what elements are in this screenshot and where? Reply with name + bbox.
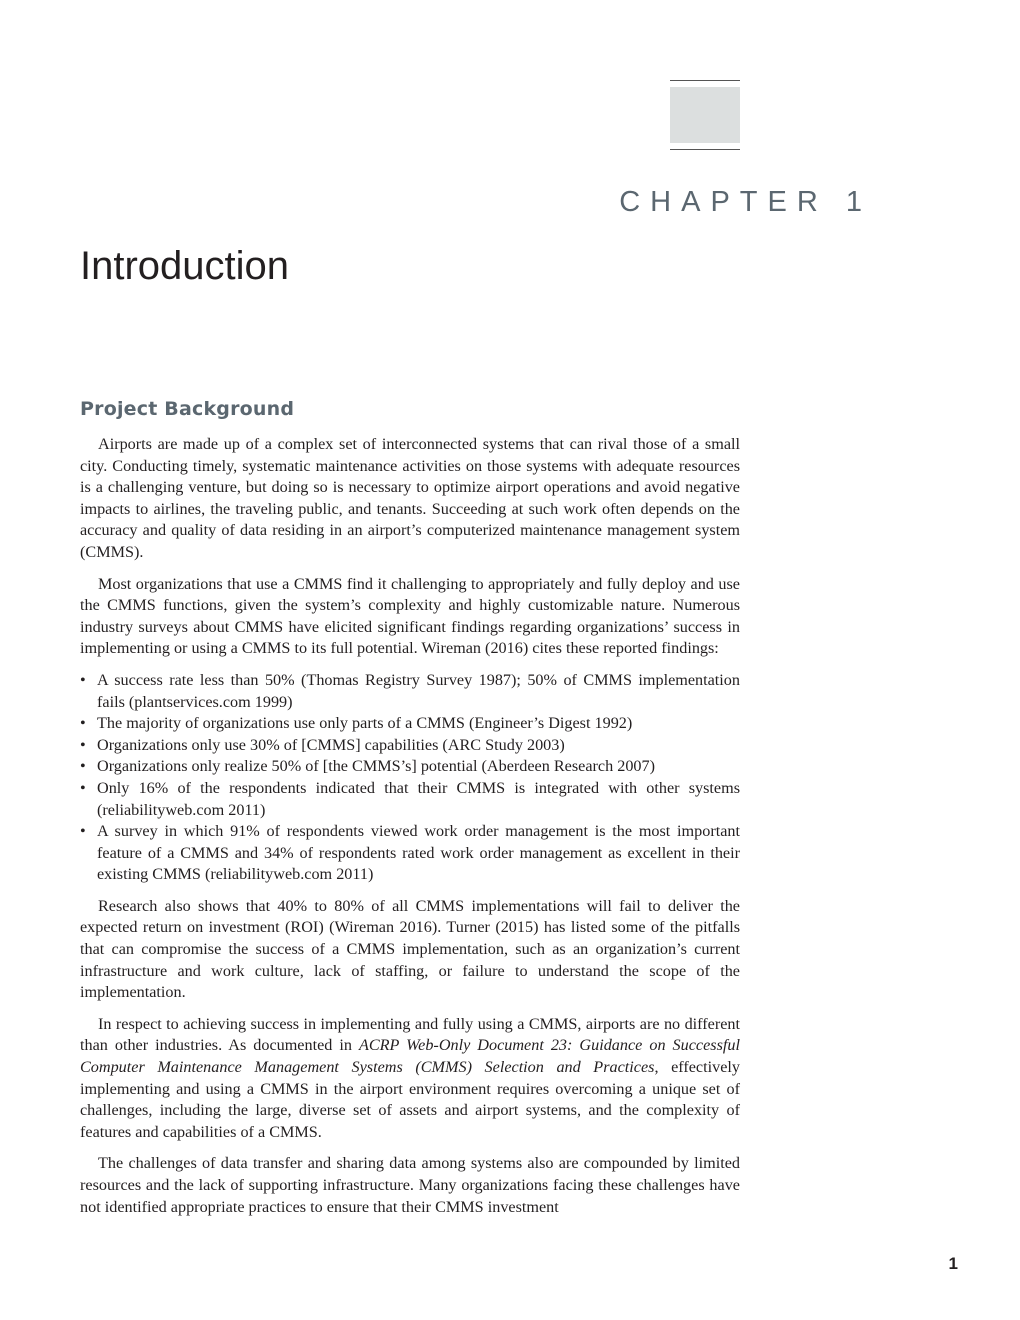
ornament-gray-block <box>670 87 740 143</box>
document-citation-title: ACRP Web-Only Document 23: Guidance on Successful Computer Maintenance Management Systems (CMMS) Selection and Practices <box>80 1036 740 1077</box>
chapter-label: CHAPTER 1 <box>619 186 872 218</box>
list-item: • The majority of organizations use only parts of a CMMS (Engineer’s Digest 1992) <box>80 713 740 735</box>
paragraph-3: Research also shows that 40% to 80% of all CMMS implementations will fail to deliver the expected return on investment (ROI) (Wireman 2016). Turner (2015) has listed some of the pitfalls that can compromise the success of a CMMS implementation, such as an organization’s current infrastructure and work culture, lack of staffing, or failure to understand the scope of the implementation. <box>80 896 740 1002</box>
paragraph-4-tail: , effectively implementing and using a CMMS in the airport environment requires overcoming a unique set of challenges, including the large, diverse set of assets and airport systems, and the complexity of features and capabilities of a CMMS. <box>80 1058 740 1141</box>
body-text <box>80 434 740 1228</box>
section-heading: Project Background <box>80 398 295 420</box>
paragraph-5: The challenges of data transfer and sharing data among systems also are compounded by limited resources and the lack of supporting infrastructure. Many organizations facing these challenges have not identified appropriate practices to ensure that their CMMS investment <box>80 1154 740 1216</box>
paragraph-1: Airports are made up of a complex set of interconnected systems that can rival those of a small city. Conducting timely, systematic maintenance activities on those systems with adequate resources is a challenging venture, but doing so is necessary to optimize airport operations and avoid negative impacts to airlines, the traveling public, and tenants. Succeeding at such work often depends on the accuracy and quality of data residing in an airport’s computerized maintenance management system (CMMS). <box>80 435 740 561</box>
ornament-bottom-rule <box>670 149 740 150</box>
chapter-title: Introduction <box>80 244 290 288</box>
list-item: • A success rate less than 50% (Thomas Registry Survey 1987); 50% of CMMS implementation fails (plantservices.com 1999) <box>80 670 740 713</box>
findings-list <box>80 670 740 886</box>
paragraph-4 <box>80 1014 740 1144</box>
list-item: • Only 16% of the respondents indicated that their CMMS is integrated with other systems (reliabilityweb.com 2011) <box>80 778 740 821</box>
paragraph-4-lead: In respect to achieving success in implementing and fully using a CMMS, airports are no different than other industries. As documented in <box>80 1014 740 1055</box>
list-item: • A survey in which 91% of respondents viewed work order management is the most important feature of a CMMS and 34% of respondents rated work order management as excellent in their existing CMMS (reliabilityweb.com 2011) <box>80 821 740 886</box>
chapter-ornament <box>670 80 740 150</box>
page-number: 1 <box>948 1254 958 1273</box>
list-item: • Organizations only use 30% of [CMMS] capabilities (ARC Study 2003) <box>80 735 740 757</box>
paragraph-2: Most organizations that use a CMMS find it challenging to appropriately and fully deploy and use the CMMS functions, given the system’s complexity and highly customizable nature. Numerous industry surveys about CMMS have elicited significant findings regarding organizations’ success in implementing or using a CMMS to its full potential. Wireman (2016) cites these reported findings: <box>80 574 740 658</box>
list-item: • Organizations only realize 50% of [the CMMS’s] potential (Aberdeen Research 2007) <box>80 756 740 778</box>
ornament-top-rule <box>670 80 740 81</box>
